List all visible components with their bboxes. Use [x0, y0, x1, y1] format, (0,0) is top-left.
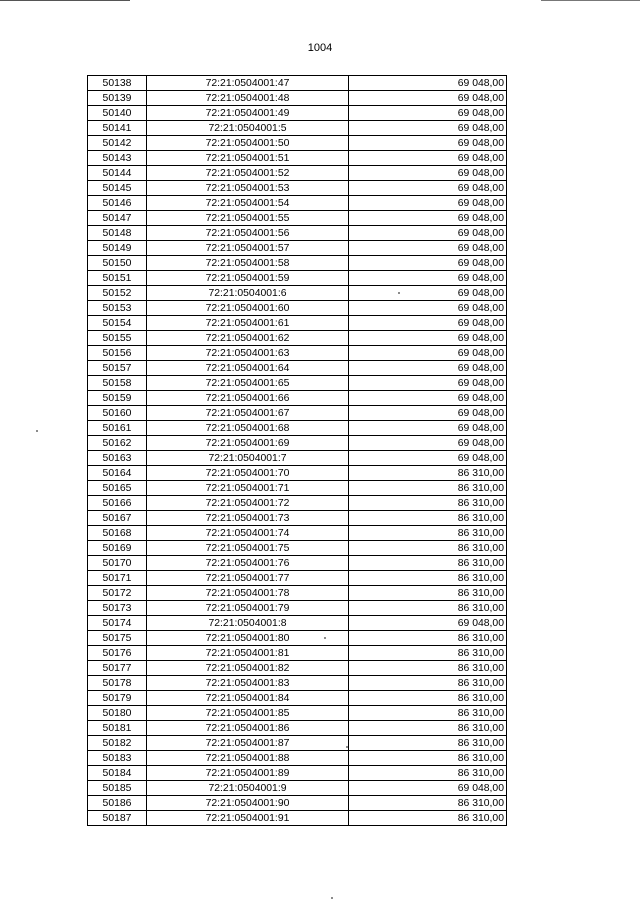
table-row — [88, 331, 507, 346]
cadastral-code-cell: 72:21:0504001:85 — [147, 706, 349, 721]
table-row — [88, 796, 507, 811]
table-row — [88, 811, 507, 826]
amount-cell: 69 048,00 — [349, 616, 507, 631]
row-id-cell: 50180 — [88, 706, 147, 721]
table-row — [88, 256, 507, 271]
row-id-cell: 50160 — [88, 406, 147, 421]
row-id-cell: 50176 — [88, 646, 147, 661]
amount-cell: 69 048,00 — [349, 211, 507, 226]
amount-cell: 86 310,00 — [349, 631, 507, 646]
cadastral-code-cell: 72:21:0504001:84 — [147, 691, 349, 706]
amount-cell: 69 048,00 — [349, 271, 507, 286]
table-row — [88, 691, 507, 706]
table-row — [88, 226, 507, 241]
amount-cell: 86 310,00 — [349, 751, 507, 766]
row-id-cell: 50187 — [88, 811, 147, 826]
row-id-cell: 50165 — [88, 481, 147, 496]
row-id-cell: 50184 — [88, 766, 147, 781]
row-id-cell: 50146 — [88, 196, 147, 211]
cadastral-code-cell: 72:21:0504001:73 — [147, 511, 349, 526]
row-id-cell: 50164 — [88, 466, 147, 481]
row-id-cell: 50142 — [88, 136, 147, 151]
row-id-cell: 50138 — [88, 76, 147, 91]
row-id-cell: 50167 — [88, 511, 147, 526]
cadastral-code-cell: 72:21:0504001:53 — [147, 181, 349, 196]
table-row — [88, 631, 507, 646]
row-id-cell: 50183 — [88, 751, 147, 766]
cadastral-code-cell: 72:21:0504001:72 — [147, 496, 349, 511]
cadastral-code-cell: 72:21:0504001:7 — [147, 451, 349, 466]
cadastral-code-cell: 72:21:0504001:60 — [147, 301, 349, 316]
amount-cell: 69 048,00 — [349, 256, 507, 271]
amount-cell: 69 048,00 — [349, 76, 507, 91]
cadastral-code-cell: 72:21:0504001:75 — [147, 541, 349, 556]
cadastral-code-cell: 72:21:0504001:78 — [147, 586, 349, 601]
amount-cell: 69 048,00 — [349, 376, 507, 391]
row-id-cell: 50149 — [88, 241, 147, 256]
amount-cell: 86 310,00 — [349, 796, 507, 811]
amount-cell: 86 310,00 — [349, 481, 507, 496]
amount-cell: 86 310,00 — [349, 706, 507, 721]
amount-cell: 86 310,00 — [349, 766, 507, 781]
cadastral-code-cell: 72:21:0504001:66 — [147, 391, 349, 406]
cadastral-code-cell: 72:21:0504001:80 — [147, 631, 349, 646]
row-id-cell: 50145 — [88, 181, 147, 196]
row-id-cell: 50155 — [88, 331, 147, 346]
cadastral-code-cell: 72:21:0504001:81 — [147, 646, 349, 661]
amount-cell: 69 048,00 — [349, 421, 507, 436]
table-row — [88, 586, 507, 601]
row-id-cell: 50182 — [88, 736, 147, 751]
table-row — [88, 181, 507, 196]
cadastral-code-cell: 72:21:0504001:57 — [147, 241, 349, 256]
cadastral-code-cell: 72:21:0504001:63 — [147, 346, 349, 361]
amount-cell: 86 310,00 — [349, 511, 507, 526]
cadastral-code-cell: 72:21:0504001:64 — [147, 361, 349, 376]
row-id-cell: 50156 — [88, 346, 147, 361]
row-id-cell: 50157 — [88, 361, 147, 376]
scan-edge-line — [541, 0, 640, 1]
cadastral-code-cell: 72:21:0504001:83 — [147, 676, 349, 691]
table-row — [88, 166, 507, 181]
amount-cell: 69 048,00 — [349, 316, 507, 331]
cadastral-code-cell: 72:21:0504001:71 — [147, 481, 349, 496]
amount-cell: 69 048,00 — [349, 391, 507, 406]
amount-cell: 86 310,00 — [349, 736, 507, 751]
table-row — [88, 676, 507, 691]
amount-cell: 69 048,00 — [349, 196, 507, 211]
amount-cell: 86 310,00 — [349, 526, 507, 541]
amount-cell: 69 048,00 — [349, 781, 507, 796]
amount-cell: 69 048,00 — [349, 331, 507, 346]
amount-cell: 69 048,00 — [349, 226, 507, 241]
cadastral-code-cell: 72:21:0504001:52 — [147, 166, 349, 181]
row-id-cell: 50172 — [88, 586, 147, 601]
amount-cell: 86 310,00 — [349, 646, 507, 661]
table-row — [88, 346, 507, 361]
scan-edge-line — [0, 0, 130, 1]
cadastral-code-cell: 72:21:0504001:68 — [147, 421, 349, 436]
cadastral-code-cell: 72:21:0504001:48 — [147, 91, 349, 106]
table-row — [88, 601, 507, 616]
cadastral-code-cell: 72:21:0504001:62 — [147, 331, 349, 346]
scan-speck — [331, 897, 333, 899]
table-row — [88, 571, 507, 586]
row-id-cell: 50151 — [88, 271, 147, 286]
cadastral-code-cell: 72:21:0504001:90 — [147, 796, 349, 811]
table-row — [88, 271, 507, 286]
cadastral-code-cell: 72:21:0504001:54 — [147, 196, 349, 211]
table-row — [88, 526, 507, 541]
amount-cell: 69 048,00 — [349, 136, 507, 151]
amount-cell: 69 048,00 — [349, 106, 507, 121]
table-row — [88, 376, 507, 391]
amount-cell: 69 048,00 — [349, 406, 507, 421]
row-id-cell: 50148 — [88, 226, 147, 241]
table-row — [88, 106, 507, 121]
cadastral-code-cell: 72:21:0504001:74 — [147, 526, 349, 541]
cadastral-code-cell: 72:21:0504001:59 — [147, 271, 349, 286]
amount-cell: 86 310,00 — [349, 556, 507, 571]
row-id-cell: 50171 — [88, 571, 147, 586]
amount-cell: 86 310,00 — [349, 661, 507, 676]
row-id-cell: 50154 — [88, 316, 147, 331]
amount-cell: 69 048,00 — [349, 301, 507, 316]
table-row — [88, 196, 507, 211]
row-id-cell: 50173 — [88, 601, 147, 616]
row-id-cell: 50166 — [88, 496, 147, 511]
amount-cell: 69 048,00 — [349, 166, 507, 181]
row-id-cell: 50152 — [88, 286, 147, 301]
row-id-cell: 50140 — [88, 106, 147, 121]
row-id-cell: 50159 — [88, 391, 147, 406]
row-id-cell: 50158 — [88, 376, 147, 391]
row-id-cell: 50181 — [88, 721, 147, 736]
table-row — [88, 721, 507, 736]
cadastral-code-cell: 72:21:0504001:76 — [147, 556, 349, 571]
page-number: 1004 — [307, 42, 333, 54]
cadastral-code-cell: 72:21:0504001:8 — [147, 616, 349, 631]
row-id-cell: 50168 — [88, 526, 147, 541]
row-id-cell: 50141 — [88, 121, 147, 136]
table-row — [88, 151, 507, 166]
cadastral-code-cell: 72:21:0504001:67 — [147, 406, 349, 421]
row-id-cell: 50139 — [88, 91, 147, 106]
table-row — [88, 241, 507, 256]
table-row — [88, 406, 507, 421]
cadastral-code-cell: 72:21:0504001:5 — [147, 121, 349, 136]
cadastral-code-cell: 72:21:0504001:89 — [147, 766, 349, 781]
table-row — [88, 556, 507, 571]
table-row — [88, 436, 507, 451]
amount-cell: 86 310,00 — [349, 541, 507, 556]
scan-speck — [324, 637, 326, 639]
cadastral-code-cell: 72:21:0504001:9 — [147, 781, 349, 796]
table-row — [88, 91, 507, 106]
table-row — [88, 706, 507, 721]
amount-cell: 69 048,00 — [349, 451, 507, 466]
row-id-cell: 50163 — [88, 451, 147, 466]
row-id-cell: 50150 — [88, 256, 147, 271]
table-row — [88, 316, 507, 331]
scan-speck — [346, 746, 348, 748]
row-id-cell: 50185 — [88, 781, 147, 796]
row-id-cell: 50170 — [88, 556, 147, 571]
amount-cell: 86 310,00 — [349, 586, 507, 601]
cadastral-code-cell: 72:21:0504001:69 — [147, 436, 349, 451]
scan-speck — [398, 292, 400, 294]
amount-cell: 69 048,00 — [349, 436, 507, 451]
table-row — [88, 466, 507, 481]
row-id-cell: 50143 — [88, 151, 147, 166]
cadastral-code-cell: 72:21:0504001:79 — [147, 601, 349, 616]
row-id-cell: 50161 — [88, 421, 147, 436]
row-id-cell: 50186 — [88, 796, 147, 811]
amount-cell: 69 048,00 — [349, 241, 507, 256]
row-id-cell: 50147 — [88, 211, 147, 226]
row-id-cell: 50153 — [88, 301, 147, 316]
amount-cell: 69 048,00 — [349, 121, 507, 136]
amount-cell: 69 048,00 — [349, 286, 507, 301]
table-row — [88, 736, 507, 751]
cadastral-code-cell: 72:21:0504001:82 — [147, 661, 349, 676]
table-row — [88, 121, 507, 136]
table-row — [88, 481, 507, 496]
row-id-cell: 50144 — [88, 166, 147, 181]
amount-cell: 86 310,00 — [349, 571, 507, 586]
row-id-cell: 50174 — [88, 616, 147, 631]
cadastral-code-cell: 72:21:0504001:88 — [147, 751, 349, 766]
table-row — [88, 361, 507, 376]
cadastral-code-cell: 72:21:0504001:77 — [147, 571, 349, 586]
table-row — [88, 766, 507, 781]
row-id-cell: 50179 — [88, 691, 147, 706]
cadastral-code-cell: 72:21:0504001:6 — [147, 286, 349, 301]
cadastral-code-cell: 72:21:0504001:61 — [147, 316, 349, 331]
table-row — [88, 301, 507, 316]
table-row — [88, 391, 507, 406]
cadastral-code-cell: 72:21:0504001:86 — [147, 721, 349, 736]
table-row — [88, 511, 507, 526]
cadastral-code-cell: 72:21:0504001:55 — [147, 211, 349, 226]
table-row — [88, 541, 507, 556]
table-row — [88, 451, 507, 466]
cadastral-code-cell: 72:21:0504001:70 — [147, 466, 349, 481]
table-row — [88, 76, 507, 91]
cadastral-code-cell: 72:21:0504001:58 — [147, 256, 349, 271]
table-row — [88, 421, 507, 436]
table-row — [88, 751, 507, 766]
amount-cell: 86 310,00 — [349, 691, 507, 706]
cadastral-code-cell: 72:21:0504001:51 — [147, 151, 349, 166]
amount-cell: 86 310,00 — [349, 721, 507, 736]
scan-speck — [36, 430, 38, 432]
table-body — [88, 76, 507, 826]
cadastral-code-cell: 72:21:0504001:47 — [147, 76, 349, 91]
row-id-cell: 50169 — [88, 541, 147, 556]
table-row — [88, 286, 507, 301]
amount-cell: 69 048,00 — [349, 151, 507, 166]
cadastral-code-cell: 72:21:0504001:49 — [147, 106, 349, 121]
table-row — [88, 211, 507, 226]
table-row — [88, 496, 507, 511]
table-row — [88, 136, 507, 151]
cadastral-code-cell: 72:21:0504001:87 — [147, 736, 349, 751]
table-row — [88, 616, 507, 631]
row-id-cell: 50175 — [88, 631, 147, 646]
amount-cell: 86 310,00 — [349, 466, 507, 481]
table-row — [88, 781, 507, 796]
cadastral-code-cell: 72:21:0504001:65 — [147, 376, 349, 391]
table-row — [88, 646, 507, 661]
amount-cell: 86 310,00 — [349, 601, 507, 616]
cadastral-code-cell: 72:21:0504001:50 — [147, 136, 349, 151]
amount-cell: 69 048,00 — [349, 181, 507, 196]
amount-cell: 86 310,00 — [349, 496, 507, 511]
amount-cell: 86 310,00 — [349, 811, 507, 826]
row-id-cell: 50178 — [88, 676, 147, 691]
table-row — [88, 661, 507, 676]
data-table — [87, 75, 507, 826]
amount-cell: 69 048,00 — [349, 346, 507, 361]
cadastral-code-cell: 72:21:0504001:91 — [147, 811, 349, 826]
amount-cell: 86 310,00 — [349, 676, 507, 691]
row-id-cell: 50177 — [88, 661, 147, 676]
cadastral-code-cell: 72:21:0504001:56 — [147, 226, 349, 241]
amount-cell: 69 048,00 — [349, 361, 507, 376]
row-id-cell: 50162 — [88, 436, 147, 451]
amount-cell: 69 048,00 — [349, 91, 507, 106]
